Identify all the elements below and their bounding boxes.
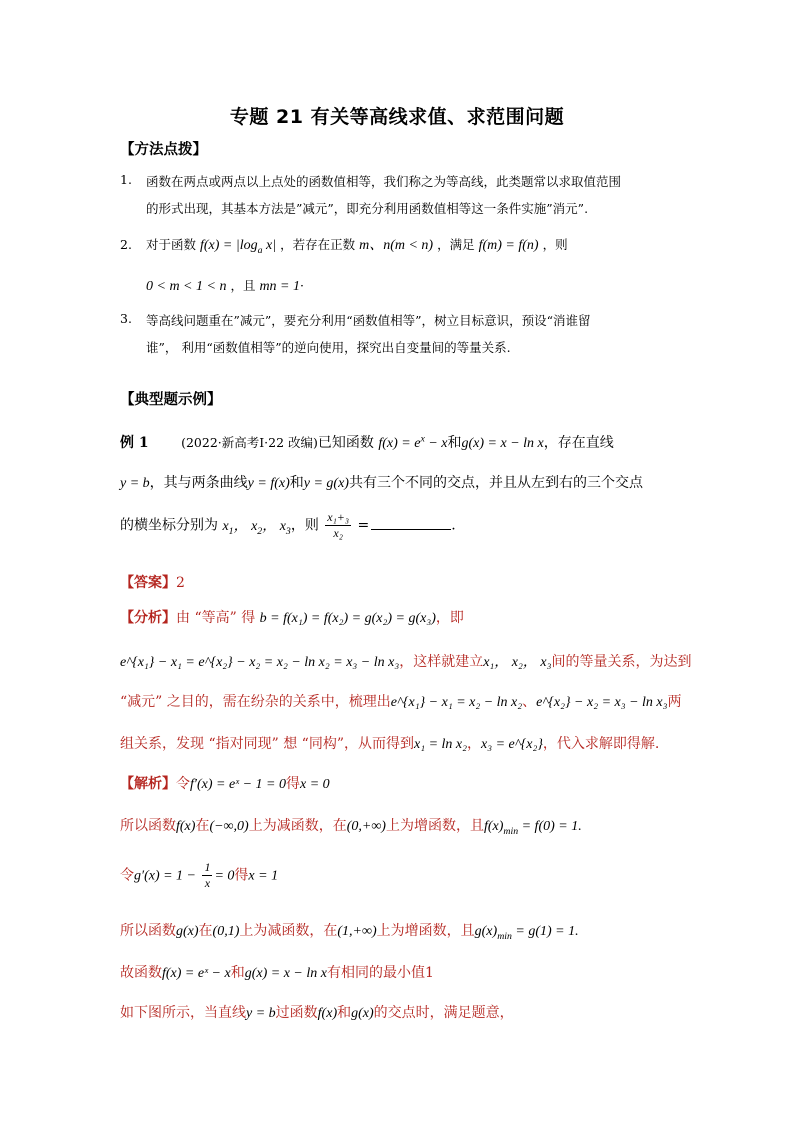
analysis-line-4 <box>120 733 659 753</box>
text: ，则 <box>542 237 568 252</box>
page-title: 专题 21 有关等高线求值、求范围问题 <box>229 106 565 128</box>
equals-sign: = <box>357 517 370 534</box>
mn-equals-one: mn = 1 <box>259 279 300 294</box>
example-source: (2022·新高考Ⅰ·22 改编) <box>181 435 318 450</box>
text: 令 <box>120 867 134 884</box>
f-def: f(x) = e <box>378 436 421 451</box>
text: 故函数 <box>120 965 162 981</box>
fraction-x1-x3-over-x2 <box>325 510 351 541</box>
analysis-vars: x₁， x₂， x₃ <box>483 655 552 670</box>
f-min <box>483 819 582 837</box>
min-value: 1 <box>424 965 434 981</box>
min-sub: min <box>497 930 512 942</box>
text: 的交点时，满足题意， <box>373 1005 514 1021</box>
period: . <box>451 517 456 534</box>
analysis-label: 【分析】 <box>120 610 176 626</box>
text: ，若存在正数 <box>280 237 356 252</box>
mn-expression: m、n(m < n) <box>359 238 434 253</box>
derivative-f: f′(x) = eˣ − 1 = 0 <box>190 777 286 792</box>
text: 过函数 <box>275 1005 318 1021</box>
text: 两 <box>667 694 682 710</box>
method-item-1-line2: 的形式出现，其基本方法是”减元”，即充分利用函数值相等这一条件实施”消元”. <box>146 201 589 216</box>
solution-line-2 <box>120 815 582 837</box>
f-min-expr: f(x) <box>483 819 504 834</box>
fraction-denominator: x <box>204 876 211 890</box>
fraction-numerator: x₁+₃ <box>327 510 350 524</box>
text: 如下图所示，当直线 <box>120 1005 246 1021</box>
example-line-1 <box>120 432 614 452</box>
f-def: f(x) = eˣ − x <box>162 966 231 981</box>
example-line-2 <box>120 472 643 492</box>
text: 上为减函数，在 <box>239 923 338 939</box>
solution-line-1 <box>120 773 330 793</box>
interval-0-1: (0,1) <box>212 924 240 939</box>
method-item-2-number: 2. <box>120 237 132 252</box>
text: 和 <box>230 965 245 981</box>
interval-neg: (−∞,0) <box>209 819 249 834</box>
text: 间的等量关系，为达到 <box>551 654 692 670</box>
text: 上为增函数，且 <box>376 923 475 939</box>
analysis-line-2 <box>120 651 691 671</box>
f-definition: $f(x) = e^x - x$ <box>378 433 448 451</box>
answer-line <box>120 572 185 592</box>
x-variables: $x_1$， $x_2$， $x_3$ <box>222 518 291 537</box>
text: 由 “等高” 得 <box>176 610 256 626</box>
solution-label: 【解析】 <box>120 776 176 792</box>
text: 有相同的最小值 <box>326 965 425 981</box>
text: 所以函数 <box>120 818 176 834</box>
answer-value: 2 <box>176 575 185 591</box>
fraction-denominator: x₂ <box>333 526 343 540</box>
solution-line-4 <box>120 920 579 942</box>
text: 已知函数 <box>317 435 374 451</box>
text: 上为减函数，在 <box>248 818 347 834</box>
method-header: 【方法点拨】 <box>120 142 207 158</box>
interval-pos: (0,+∞) <box>346 819 386 834</box>
f-min-val: = f(0) = 1. <box>518 819 582 834</box>
y-equals-b: y = b <box>246 1006 276 1021</box>
method-item-3-line1: 等高线问题重在”减元”，要充分利用“函数值相等”，树立目标意识，预设“消谁留 <box>146 313 591 328</box>
text: ，其与两条曲线 <box>149 475 248 491</box>
text: “减元” 之目的，需在纷杂的关系中，梳理出 <box>120 694 391 710</box>
text: 和 <box>447 435 462 451</box>
method-item-1-number: 1. <box>120 172 132 187</box>
text: 和 <box>337 1005 352 1021</box>
derivative-g-lhs: g′(x) = 1 − <box>134 868 196 884</box>
g-def: g(x) = x − ln x <box>244 966 327 981</box>
interval-1-inf: (1,+∞) <box>337 924 377 939</box>
text: 和 <box>289 475 304 491</box>
text: 得 <box>286 776 300 792</box>
method-item-3-number: 3. <box>120 311 132 326</box>
answer-blank <box>371 517 451 530</box>
text: 的横坐标分别为 <box>120 517 218 534</box>
text: 得 <box>234 867 249 884</box>
solution-line-3 <box>120 860 278 891</box>
text: ，这样就建立 <box>399 654 484 670</box>
text: 在 <box>198 923 213 939</box>
fraction-one-over-x <box>202 860 212 891</box>
solution-line-5 <box>120 962 434 982</box>
x-equals-zero: x = 0 <box>300 777 330 792</box>
derivative-g-rhs: = 0 <box>214 868 235 884</box>
gx: g(x) <box>176 924 199 939</box>
text: ，则 <box>290 517 319 534</box>
method-item-3-line2: 谁”， 利用“函数值相等”的逆向使用，探究出自变量间的等量关系. <box>146 340 511 355</box>
example-label: 例 1 <box>120 435 149 451</box>
fx: f(x) <box>317 1006 338 1021</box>
text: 、 <box>522 694 537 710</box>
example-line-3 <box>120 510 456 541</box>
text: 共有三个不同的交点，并且从左到右的三个交点 <box>348 475 643 491</box>
text: ，代入求解即得解. <box>542 736 660 752</box>
x-equals-one: x = 1 <box>248 868 279 884</box>
text: ，且 <box>230 278 256 293</box>
text: 所以函数 <box>120 923 176 939</box>
gx: g(x) <box>351 1006 374 1021</box>
analysis-equation-2: e^{x₁} − x₁ = e^{x₂} − x₂ = x₂ − ln x₂ = x₃ − ln x₃ <box>120 655 400 670</box>
inequality-expression: 0 < m < 1 < n <box>146 279 227 294</box>
answer-label: 【答案】 <box>120 575 176 591</box>
fx: f(x) <box>176 819 196 834</box>
function-expression: $f(x) = |\log_a$ x| <box>200 238 277 256</box>
text: ，满足 <box>437 237 475 252</box>
fraction-numerator: 1 <box>204 860 211 874</box>
g-definition: g(x) = x − ln x <box>461 436 544 451</box>
analysis-equation-3: e^{x₁} − x₁ = x₂ − ln x₂ <box>390 695 523 710</box>
x-var: x <box>266 238 273 253</box>
y-equals-b: y = b <box>120 476 150 491</box>
g-min-expr: g(x) <box>474 924 498 939</box>
dot: · <box>300 278 304 293</box>
g-min-val: = g(1) = 1. <box>511 924 579 939</box>
method-item-1-line1: 函数在两点或两点以上点处的函数值相等，我们称之为等高线，此类题常以求取值范围 <box>146 174 622 189</box>
fx-expr: f(x) = |log <box>200 238 258 253</box>
analysis-result-1: x₁ = ln x₂ <box>413 737 467 752</box>
equality-expression: f(m) = f(n) <box>478 238 539 253</box>
solution-line-6 <box>120 1002 514 1022</box>
analysis-equation-4: e^{x₂} − x₂ = x₃ − ln x₃ <box>536 695 668 710</box>
min-sub: min <box>503 825 519 837</box>
comma: ， <box>466 736 481 752</box>
text: 上为增函数，且 <box>385 818 484 834</box>
analysis-line-1 <box>120 607 464 627</box>
method-item-2-line1 <box>146 234 568 256</box>
text: 在 <box>195 818 210 834</box>
text: 对于函数 <box>146 237 197 252</box>
y-equals-fx: y = f(x) <box>247 476 290 491</box>
example-header: 【典型题示例】 <box>120 392 222 408</box>
analysis-equation-1: b = f(x₁) = f(x₂) = g(x₂) = g(x₃) <box>259 611 436 626</box>
y-equals-gx: y = g(x) <box>303 476 349 491</box>
text: 令 <box>176 776 190 792</box>
log-base: a <box>257 244 263 256</box>
method-item-2-line2 <box>146 276 304 295</box>
analysis-line-3 <box>120 691 682 711</box>
analysis-result-2: x₃ = e^{x₂} <box>480 737 543 752</box>
g-min <box>474 924 579 942</box>
text: ，存在直线 <box>543 435 614 451</box>
text: ，即 <box>435 610 464 626</box>
text: 组关系，发现 “指对同现” 想 “同构”，从而得到 <box>120 736 414 752</box>
f-rest: − x <box>424 436 448 451</box>
